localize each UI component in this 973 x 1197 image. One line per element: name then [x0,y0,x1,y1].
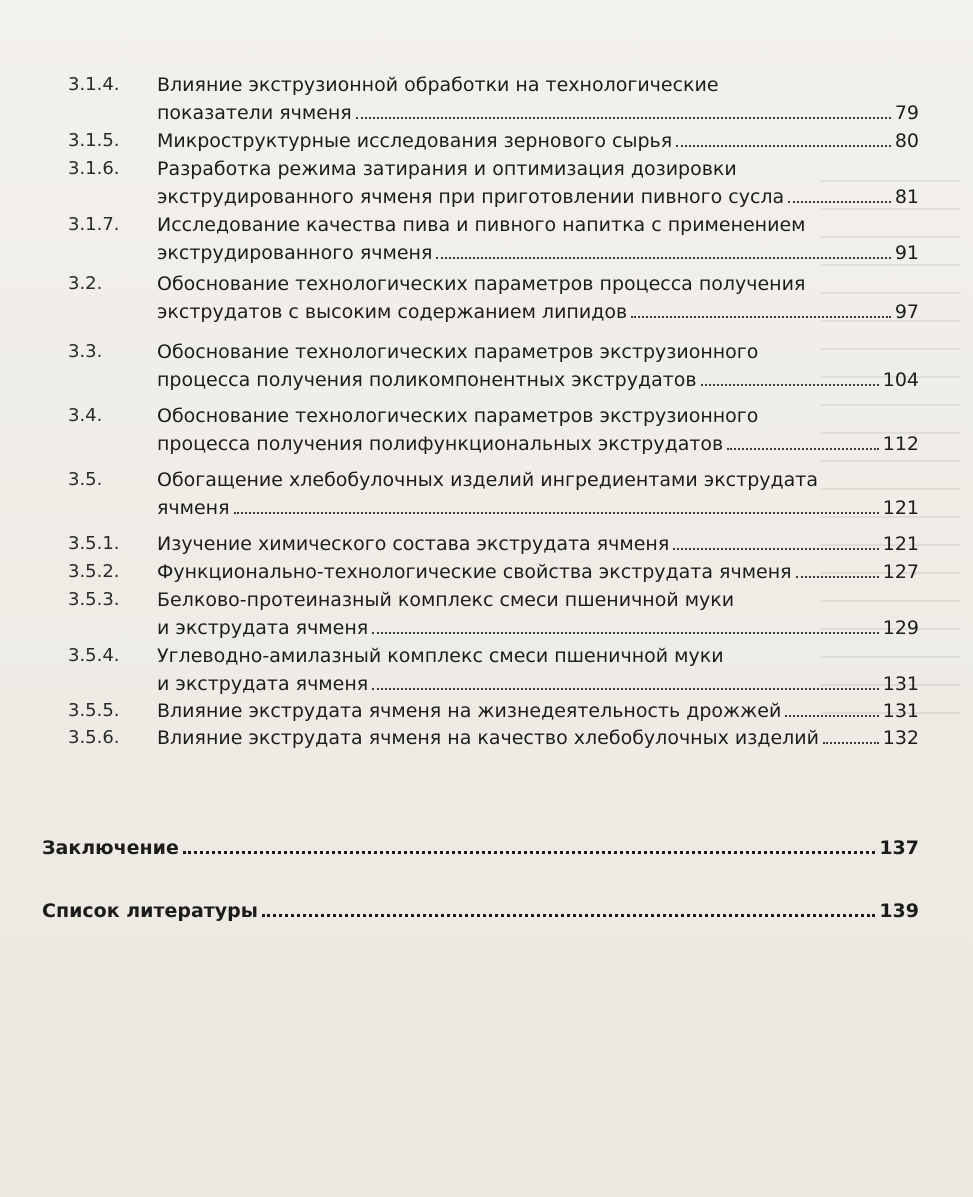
dot-leader [701,383,879,386]
title-line: ячменя [157,497,230,519]
title-last-line [157,298,919,326]
title-last-line [157,494,919,522]
section-title [157,155,919,211]
page-number: 104 [882,369,919,391]
title-last-line [157,530,919,558]
references-title: Список литературы [42,900,258,922]
section-title [157,402,919,458]
title-line: Функционально-технологические свойства экструдата ячменя [157,561,792,583]
section-number: 3.5.3. [68,589,120,610]
title-last-line [157,558,919,586]
section-number: 3.1.5. [68,130,120,151]
toc-entry-references [42,897,919,925]
page-number: 127 [882,561,919,583]
title-last-line [157,430,919,458]
dot-leader [727,447,879,450]
dot-leader [372,687,879,690]
dot-leader [436,256,890,259]
section-title [157,211,919,267]
title-line: Обогащение хлебобулочных изделий ингредиентами экструдата [157,469,818,491]
section-title [157,697,919,725]
section-title [157,586,919,642]
section-title [157,270,919,326]
section-title [157,642,919,698]
section-number: 3.2. [68,273,103,294]
page-number: 131 [882,673,919,695]
title-line: процесса получения поликомпонентных экструдатов [157,369,697,391]
title-line: экструдированного ячменя при приготовлении пивного сусла [157,186,785,208]
title-line: экструдированного ячменя [157,242,433,264]
page-number: 81 [894,186,919,208]
dot-leader [788,200,891,203]
dot-leader [796,575,879,578]
title-last-line [157,127,919,155]
dot-leader [785,714,878,717]
dot-leader [262,913,875,917]
section-title [157,558,919,586]
section-number: 3.5. [68,469,103,490]
dot-leader [183,850,875,854]
page-number: 112 [882,433,919,455]
title-line: Влияние экструзионной обработки на технологические [157,74,719,96]
page-number: 129 [882,617,919,639]
title-line: Белково-протеиназный комплекс смеси пшеничной муки [157,589,735,611]
title-line: Углеводно-амилазный комплекс смеси пшеничной муки [157,645,724,667]
title-line: Обоснование технологических параметров экструзионного [157,341,759,363]
title-line: Исследование качества пива и пивного напитка с применением [157,214,806,236]
section-number: 3.5.2. [68,561,120,582]
page-number: 80 [894,130,919,152]
title-line: экструдатов с высоким содержанием липидов [157,301,628,323]
title-last-line [157,183,919,211]
section-title [157,71,919,127]
page-number: 121 [882,533,919,555]
section-number: 3.5.5. [68,700,120,721]
title-line: Влияние экструдата ячменя на жизнедеятельность дрожжей [157,700,782,722]
page-number: 79 [894,102,919,124]
title-last-line [157,239,919,267]
section-number: 3.5.4. [68,645,120,666]
dot-leader [234,511,879,514]
title-last-line [157,614,919,642]
title-line: процесса получения полифункциональных экструдатов [157,433,724,455]
dot-leader [823,741,879,744]
title-line: показатели ячменя [157,102,352,124]
title-line: Влияние экструдата ячменя на качество хлебобулочных изделий [157,727,819,749]
title-line: и экструдата ячменя [157,673,369,695]
conclusion-title: Заключение [42,837,179,859]
section-title [157,338,919,394]
page-number: 121 [882,497,919,519]
page-number: 139 [879,900,919,922]
title-last-line [157,697,919,725]
dot-leader [673,547,878,550]
section-title [157,466,919,522]
title-last-line [42,834,919,862]
page-number: 91 [894,242,919,264]
toc-entry-conclusion [42,834,919,862]
title-last-line [157,670,919,698]
title-line: Разработка режима затирания и оптимизация дозировки [157,158,737,180]
section-number: 3.1.6. [68,158,120,179]
page-number: 131 [882,700,919,722]
title-line: и экструдата ячменя [157,617,369,639]
section-title [157,724,919,752]
title-last-line [157,366,919,394]
dot-leader [676,144,891,147]
section-number: 3.1.4. [68,74,120,95]
title-line: Изучение химического состава экструдата ячменя [157,533,670,555]
section-number: 3.1.7. [68,214,120,235]
title-line: Обоснование технологических параметров процесса получения [157,273,806,295]
section-title [157,530,919,558]
section-number: 3.4. [68,405,103,426]
dot-leader [356,116,891,119]
section-number: 3.5.1. [68,533,120,554]
section-number: 3.3. [68,341,103,362]
title-line: Микроструктурные исследования зернового сырья [157,130,673,152]
title-line: Обоснование технологических параметров экструзионного [157,405,759,427]
dot-leader [372,631,879,634]
dot-leader [631,315,891,318]
title-last-line [157,99,919,127]
section-number: 3.5.6. [68,727,120,748]
page-number: 97 [894,301,919,323]
page-number: 137 [879,837,919,859]
title-last-line [157,724,919,752]
title-last-line [42,897,919,925]
section-title [157,127,919,155]
page-number: 132 [882,727,919,749]
